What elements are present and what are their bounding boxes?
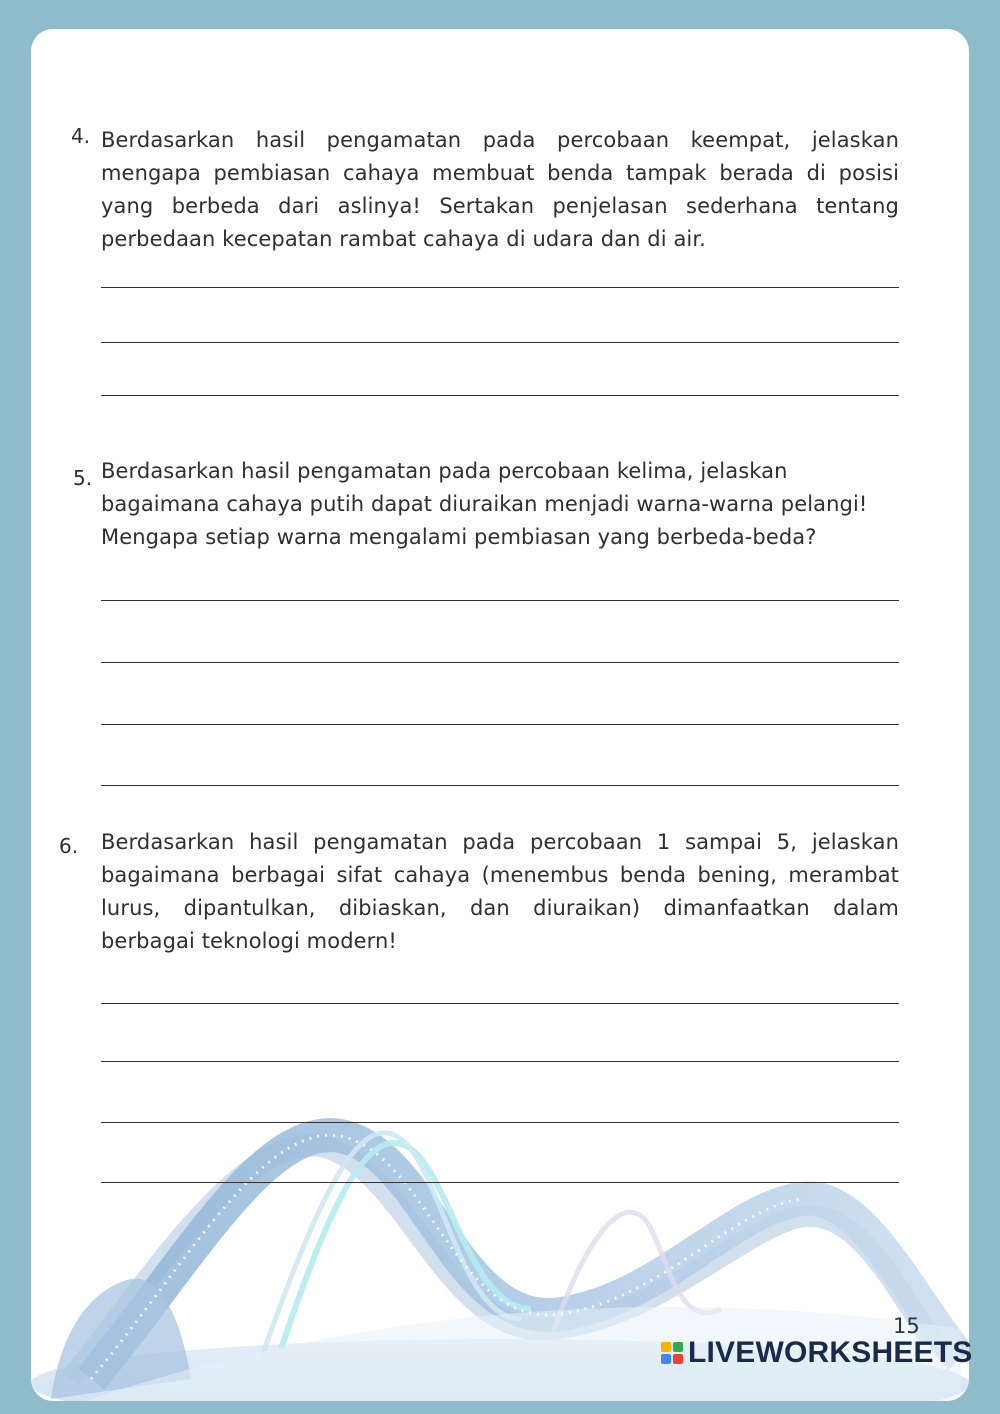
answer-line[interactable] xyxy=(101,785,899,786)
question-number: 4. xyxy=(71,124,91,148)
answer-line[interactable] xyxy=(101,662,899,663)
question-number: 5. xyxy=(73,466,93,490)
page-number: 15 xyxy=(893,1314,920,1338)
liveworksheets-logo-icon xyxy=(660,1341,684,1365)
answer-line[interactable] xyxy=(101,600,899,601)
question-text: Berdasarkan hasil pengamatan pada percobaan keempat, jelaskan mengapa pembiasan cahaya membuat benda tampak berada di posisi yang berbeda dari aslinya! Sertakan penjelasan sederhana tentang perbedaan kecepatan rambat cahaya di udara dan di air. xyxy=(101,128,899,251)
brand-logo[interactable] xyxy=(660,1335,973,1371)
question-number: 6. xyxy=(59,834,79,858)
question-text: Berdasarkan hasil pengamatan pada percobaan 1 sampai 5, jelaskan bagaimana berbagai sifat cahaya (menembus benda bening, merambat lurus, dipantulkan, dibiaskan, dan diuraikan) dimanfaatkan dalam berbagai teknologi modern! xyxy=(101,830,899,953)
answer-line[interactable] xyxy=(101,1061,899,1062)
answer-line[interactable] xyxy=(101,1003,899,1004)
answer-line[interactable] xyxy=(101,1122,899,1123)
brand-name: LIVEWORKSHEETS xyxy=(688,1336,973,1369)
question-text: Berdasarkan hasil pengamatan pada percobaan kelima, jelaskan bagaimana cahaya putih dapat diuraikan menjadi warna-warna pelangi! Mengapa setiap warna mengalami pembiasan yang berbeda-beda? xyxy=(101,459,868,549)
answer-line[interactable] xyxy=(101,342,899,343)
worksheet-page xyxy=(31,29,969,1401)
answer-line[interactable] xyxy=(101,724,899,725)
answer-line[interactable] xyxy=(101,1182,899,1183)
answer-line[interactable] xyxy=(101,287,899,288)
answer-line[interactable] xyxy=(101,395,899,396)
